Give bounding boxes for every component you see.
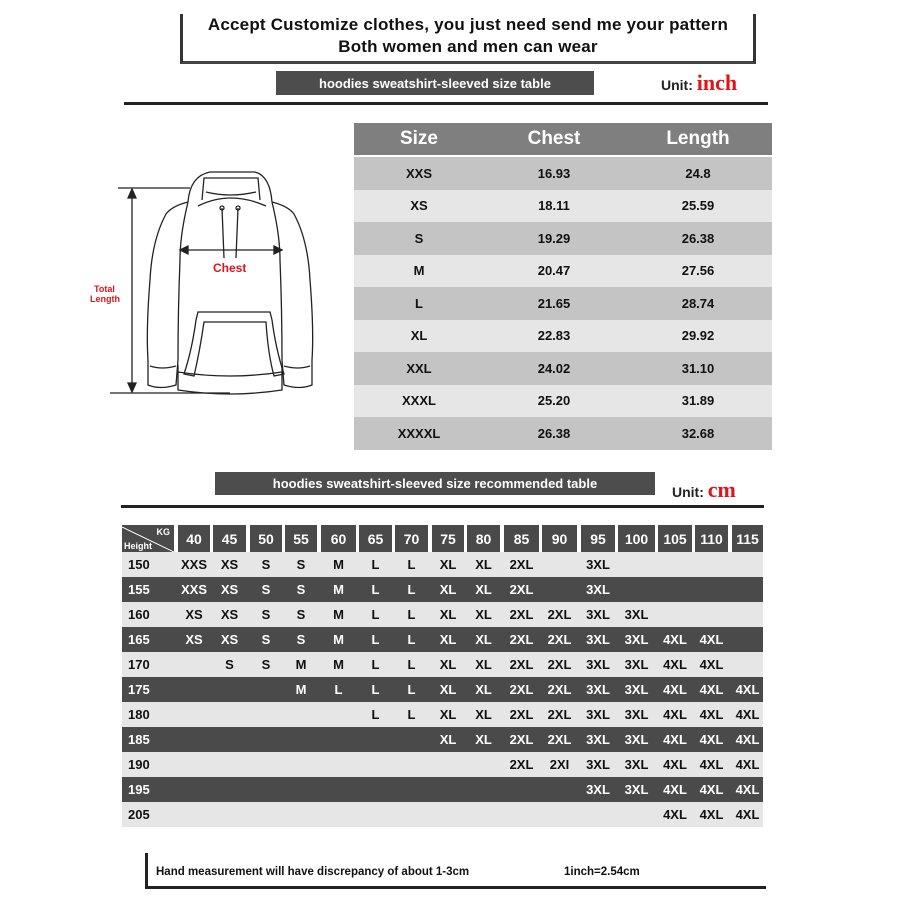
cm-table-body — [122, 552, 763, 827]
table-row — [122, 677, 763, 702]
size-cell — [395, 802, 428, 827]
size-cell — [285, 802, 317, 827]
size-cell — [285, 702, 317, 727]
height-cell: 180 — [128, 707, 150, 722]
table-row — [354, 157, 772, 190]
height-cell: 155 — [128, 582, 150, 597]
size-cell — [178, 777, 210, 802]
size-cell: L — [407, 657, 416, 672]
chest-cell: 22.83 — [537, 328, 571, 344]
height-cell: 190 — [128, 757, 150, 772]
size-cell: XS — [410, 198, 428, 214]
size-cell — [178, 727, 210, 752]
table-row — [354, 255, 772, 288]
height-cell: 150 — [128, 557, 150, 572]
size-cell: 3XL — [586, 707, 610, 722]
size-cell: M — [413, 263, 425, 279]
size-cell: 4XL — [735, 782, 760, 797]
size-cell: L — [371, 682, 380, 697]
inch-unit — [661, 70, 737, 96]
weight-header-85: 85 — [504, 525, 539, 552]
cm-unit — [672, 477, 736, 503]
size-cell: 3XL — [586, 607, 610, 622]
hoodie-outline-icon — [80, 160, 340, 410]
total-label: Total — [94, 284, 115, 294]
size-cell: XL — [439, 707, 457, 722]
size-cell: L — [371, 707, 380, 722]
size-cell: XS — [185, 632, 203, 647]
size-cell: L — [407, 707, 416, 722]
chest-cell: 25.20 — [537, 393, 571, 409]
chest-cell: 21.65 — [537, 295, 571, 311]
unit-label: Unit: — [672, 484, 704, 500]
kg-label: KG — [156, 527, 170, 537]
size-cell — [395, 727, 428, 752]
height-cell: 160 — [128, 607, 150, 622]
header-size: Size — [399, 128, 439, 149]
height-cell: 185 — [128, 732, 150, 747]
size-cell: S — [261, 632, 271, 647]
size-cell — [732, 652, 763, 677]
size-cell: XL — [475, 557, 492, 572]
size-cell — [285, 752, 317, 777]
size-cell: S — [296, 632, 306, 647]
size-cell: 4XL — [699, 707, 724, 722]
size-cell — [359, 777, 392, 802]
size-cell: 2XL — [547, 707, 572, 722]
size-cell: XL — [439, 632, 457, 647]
size-cell: XXXL — [402, 393, 436, 409]
size-cell — [178, 652, 210, 677]
size-cell: 4XL — [663, 632, 687, 647]
size-cell — [542, 777, 577, 802]
size-cell: XXXXL — [397, 425, 441, 441]
size-cell: L — [407, 582, 416, 597]
size-cell: 3XL — [586, 732, 610, 747]
size-cell: S — [296, 607, 306, 622]
length-label: Length — [90, 294, 120, 304]
size-cell: 2XL — [509, 757, 534, 772]
size-cell: XL — [410, 328, 428, 344]
size-cell: 2XL — [547, 682, 572, 697]
size-cell: 4XL — [663, 807, 687, 822]
size-cell — [732, 627, 763, 652]
size-cell — [695, 602, 728, 627]
measurement-note: Hand measurement will have discrepancy of about 1-3cm — [156, 866, 470, 878]
length-cell: 31.10 — [681, 360, 715, 376]
size-cell: 3XL — [624, 782, 649, 797]
size-cell: S — [414, 230, 424, 246]
size-cell: 3XL — [624, 632, 649, 647]
size-cell: L — [334, 682, 343, 697]
size-cell: 2XL — [547, 657, 572, 672]
footer-note-box — [145, 853, 766, 889]
chest-cell: 16.93 — [537, 165, 571, 181]
table-row — [354, 222, 772, 255]
unit-value: inch — [696, 70, 738, 95]
size-cell: 4XL — [663, 757, 687, 772]
size-cell: 3XL — [586, 557, 610, 572]
size-cell: XXS — [405, 165, 432, 181]
size-cell — [695, 577, 728, 602]
size-cell — [467, 752, 500, 777]
size-cell — [321, 702, 356, 727]
length-cell: 26.38 — [681, 230, 715, 246]
size-cell — [321, 802, 356, 827]
size-cell: 2XL — [509, 682, 534, 697]
size-cell: XL — [475, 732, 492, 747]
size-cell — [285, 777, 317, 802]
table-row — [122, 627, 763, 652]
table-row — [122, 652, 763, 677]
size-cell — [504, 802, 539, 827]
size-cell: 3XL — [624, 607, 649, 622]
length-cell: 27.56 — [681, 263, 715, 279]
weight-header-80: 80 — [467, 525, 500, 552]
size-cell — [213, 677, 246, 702]
height-cell: 205 — [128, 807, 150, 822]
weight-header-105: 105 — [658, 525, 692, 552]
size-cell — [504, 777, 539, 802]
size-cell — [250, 752, 282, 777]
weight-header-65: 65 — [359, 525, 392, 552]
size-cell: 4XL — [735, 682, 760, 697]
table-row — [354, 287, 772, 320]
size-cell: XS — [220, 607, 239, 622]
size-cell — [432, 752, 464, 777]
size-cell: XS — [220, 557, 239, 572]
size-cell: L — [407, 607, 416, 622]
size-cell: 4XL — [663, 732, 687, 747]
size-cell: L — [407, 682, 416, 697]
divider-top — [124, 102, 768, 105]
size-cell: 3XL — [586, 757, 610, 772]
table-row — [122, 752, 763, 777]
size-cell — [250, 702, 282, 727]
banner-line-2: Both women and men can wear — [338, 37, 598, 56]
weight-header-60: 60 — [321, 525, 356, 552]
size-cell: XL — [475, 632, 492, 647]
header-chest: Chest — [527, 128, 581, 149]
length-cell: 29.92 — [681, 328, 715, 344]
size-cell — [467, 777, 500, 802]
table-row — [122, 777, 763, 802]
size-cell: L — [415, 295, 423, 311]
size-cell: M — [333, 607, 344, 622]
size-cell: XS — [185, 607, 203, 622]
header-length: Length — [666, 128, 730, 149]
size-cell: 2XL — [509, 632, 534, 647]
size-cell: XL — [439, 557, 457, 572]
weight-header-90: 90 — [542, 525, 577, 552]
size-cell: M — [333, 557, 344, 572]
size-cell: 3XL — [624, 657, 649, 672]
size-cell — [250, 777, 282, 802]
size-cell: 4XL — [699, 632, 724, 647]
size-cell: 3XL — [586, 782, 610, 797]
size-cell — [359, 802, 392, 827]
size-cell: 3XL — [624, 732, 649, 747]
size-cell: XL — [439, 682, 457, 697]
chest-cell: 18.11 — [538, 198, 570, 214]
size-cell: S — [296, 557, 306, 572]
size-cell: XS — [220, 582, 239, 597]
size-cell: S — [261, 557, 271, 572]
kg-height-corner-cell — [122, 525, 174, 552]
size-cell: 4XL — [699, 682, 724, 697]
size-cell: XL — [475, 607, 492, 622]
weight-header-75: 75 — [432, 525, 464, 552]
size-cell: L — [371, 657, 380, 672]
size-cell: M — [295, 657, 307, 672]
size-cell — [732, 577, 763, 602]
top-banner — [180, 14, 756, 64]
weight-header-95: 95 — [581, 525, 615, 552]
table-row — [122, 702, 763, 727]
size-cell — [395, 777, 428, 802]
size-cell: L — [407, 557, 416, 572]
size-cell: 3XL — [624, 757, 649, 772]
height-cell: 175 — [128, 682, 150, 697]
size-cell — [658, 602, 692, 627]
size-cell: XL — [439, 582, 457, 597]
cm-table-header — [122, 525, 763, 552]
inch-table-header — [354, 123, 772, 155]
weight-header-40: 40 — [178, 525, 210, 552]
size-cell — [178, 802, 210, 827]
size-cell — [581, 802, 615, 827]
size-cell — [618, 552, 655, 577]
length-cell: 31.89 — [681, 393, 715, 409]
size-cell: XXS — [180, 582, 207, 597]
size-cell — [542, 577, 577, 602]
chest-cell: 20.47 — [537, 263, 571, 279]
cm-table-title: hoodies sweatshirt-sleeved size recommended table — [215, 472, 655, 495]
chest-cell: 26.38 — [537, 425, 571, 441]
size-cell: 4XL — [699, 782, 724, 797]
size-cell — [732, 602, 763, 627]
table-row — [122, 552, 763, 577]
weight-header-70: 70 — [395, 525, 428, 552]
size-cell — [542, 802, 577, 827]
size-cell: 4XL — [699, 807, 724, 822]
cm-recommended-table — [122, 525, 763, 827]
unit-label: Unit: — [661, 77, 693, 93]
table-row — [354, 417, 772, 450]
size-cell: XL — [475, 707, 492, 722]
size-cell: 4XL — [663, 707, 687, 722]
table-row — [122, 577, 763, 602]
size-cell: 2XL — [509, 582, 534, 597]
divider-middle — [121, 505, 764, 508]
size-cell: S — [225, 657, 234, 672]
size-cell: 4XL — [663, 682, 687, 697]
size-cell: 2XI — [549, 757, 570, 772]
size-cell: 4XL — [735, 807, 760, 822]
size-cell — [395, 752, 428, 777]
size-cell — [618, 577, 655, 602]
size-cell — [359, 727, 392, 752]
size-cell: XL — [475, 582, 492, 597]
size-cell: 2XL — [547, 632, 572, 647]
size-cell: XL — [439, 657, 457, 672]
weight-header-55: 55 — [285, 525, 317, 552]
size-cell: XS — [220, 632, 239, 647]
length-cell: 28.74 — [681, 295, 715, 311]
size-cell — [542, 552, 577, 577]
size-cell: L — [371, 607, 380, 622]
table-row — [354, 190, 772, 223]
size-cell: XXS — [180, 557, 207, 572]
banner-line-1: Accept Customize clothes, you just need send me your pattern — [207, 15, 729, 34]
inch-conversion: 1inch=2.54cm — [564, 866, 640, 878]
inch-table-title: hoodies sweatshirt-sleeved size table — [276, 71, 594, 95]
height-cell: 170 — [128, 657, 150, 672]
size-cell — [732, 552, 763, 577]
weight-header-45: 45 — [213, 525, 246, 552]
size-cell: S — [261, 582, 271, 597]
size-cell — [213, 752, 246, 777]
size-cell: XL — [475, 682, 492, 697]
size-cell: 4XL — [699, 757, 724, 772]
size-cell: XL — [475, 657, 492, 672]
height-label: Height — [124, 541, 152, 551]
size-cell: M — [333, 582, 344, 597]
length-cell: 32.68 — [681, 425, 715, 441]
table-row — [354, 352, 772, 385]
size-cell: 4XL — [735, 707, 760, 722]
size-cell — [285, 727, 317, 752]
size-cell — [359, 752, 392, 777]
height-cell: 165 — [128, 632, 150, 647]
table-row — [354, 385, 772, 418]
size-cell — [213, 727, 246, 752]
size-cell — [695, 552, 728, 577]
size-cell — [178, 752, 210, 777]
hoodie-diagram — [80, 160, 340, 410]
size-cell: 3XL — [586, 657, 610, 672]
inch-size-table — [354, 123, 772, 450]
size-cell — [250, 677, 282, 702]
size-cell: 4XL — [735, 732, 760, 747]
size-cell: 2XL — [509, 657, 534, 672]
size-cell: L — [371, 632, 380, 647]
size-cell — [178, 702, 210, 727]
size-cell: 3XL — [624, 707, 649, 722]
size-cell: 4XL — [663, 782, 687, 797]
size-cell: 3XL — [586, 682, 610, 697]
size-cell — [213, 702, 246, 727]
size-cell: 4XL — [699, 732, 724, 747]
size-cell: 3XL — [586, 632, 610, 647]
size-cell: M — [295, 682, 307, 697]
size-cell — [321, 777, 356, 802]
size-cell: 2XL — [509, 732, 534, 747]
weight-header-50: 50 — [250, 525, 282, 552]
size-cell — [178, 677, 210, 702]
unit-value: cm — [707, 477, 736, 502]
length-cell: 25.59 — [681, 198, 715, 214]
size-cell: L — [371, 582, 380, 597]
size-cell: S — [261, 607, 271, 622]
size-cell — [250, 727, 282, 752]
chest-cell: 24.02 — [537, 360, 571, 376]
size-cell: 2XL — [547, 732, 572, 747]
table-row — [354, 320, 772, 353]
size-cell: 4XL — [699, 657, 724, 672]
size-cell — [321, 752, 356, 777]
size-cell: S — [261, 657, 271, 672]
table-row — [122, 727, 763, 752]
size-cell: 4XL — [735, 757, 760, 772]
chest-cell: 19.29 — [537, 230, 571, 246]
size-cell — [321, 727, 356, 752]
size-cell: M — [333, 657, 344, 672]
size-cell: 2XL — [509, 607, 534, 622]
size-cell: L — [371, 557, 380, 572]
height-cell: 195 — [128, 782, 150, 797]
size-cell: 3XL — [586, 582, 610, 597]
size-cell: XL — [439, 607, 457, 622]
size-cell: S — [296, 582, 306, 597]
table-row — [122, 602, 763, 627]
size-cell: 2XL — [509, 557, 534, 572]
size-cell — [658, 577, 692, 602]
size-cell — [213, 777, 246, 802]
size-cell — [432, 802, 464, 827]
chest-label: Chest — [213, 261, 247, 275]
size-cell — [250, 802, 282, 827]
weight-header-100: 100 — [618, 525, 655, 552]
size-cell: 2XL — [547, 607, 572, 622]
weight-header-110: 110 — [695, 525, 728, 552]
size-cell — [467, 802, 500, 827]
size-cell — [658, 552, 692, 577]
size-cell: 2XL — [509, 707, 534, 722]
size-cell: L — [407, 632, 416, 647]
size-cell: 4XL — [663, 657, 687, 672]
table-row — [122, 802, 763, 827]
length-cell: 24.8 — [685, 165, 711, 181]
size-cell — [618, 802, 655, 827]
size-cell — [432, 777, 464, 802]
size-cell: XXL — [406, 360, 432, 376]
size-cell: 3XL — [624, 682, 649, 697]
size-cell: XL — [439, 732, 457, 747]
size-cell: M — [333, 632, 344, 647]
size-cell — [213, 802, 246, 827]
weight-header-115: 115 — [732, 525, 763, 552]
